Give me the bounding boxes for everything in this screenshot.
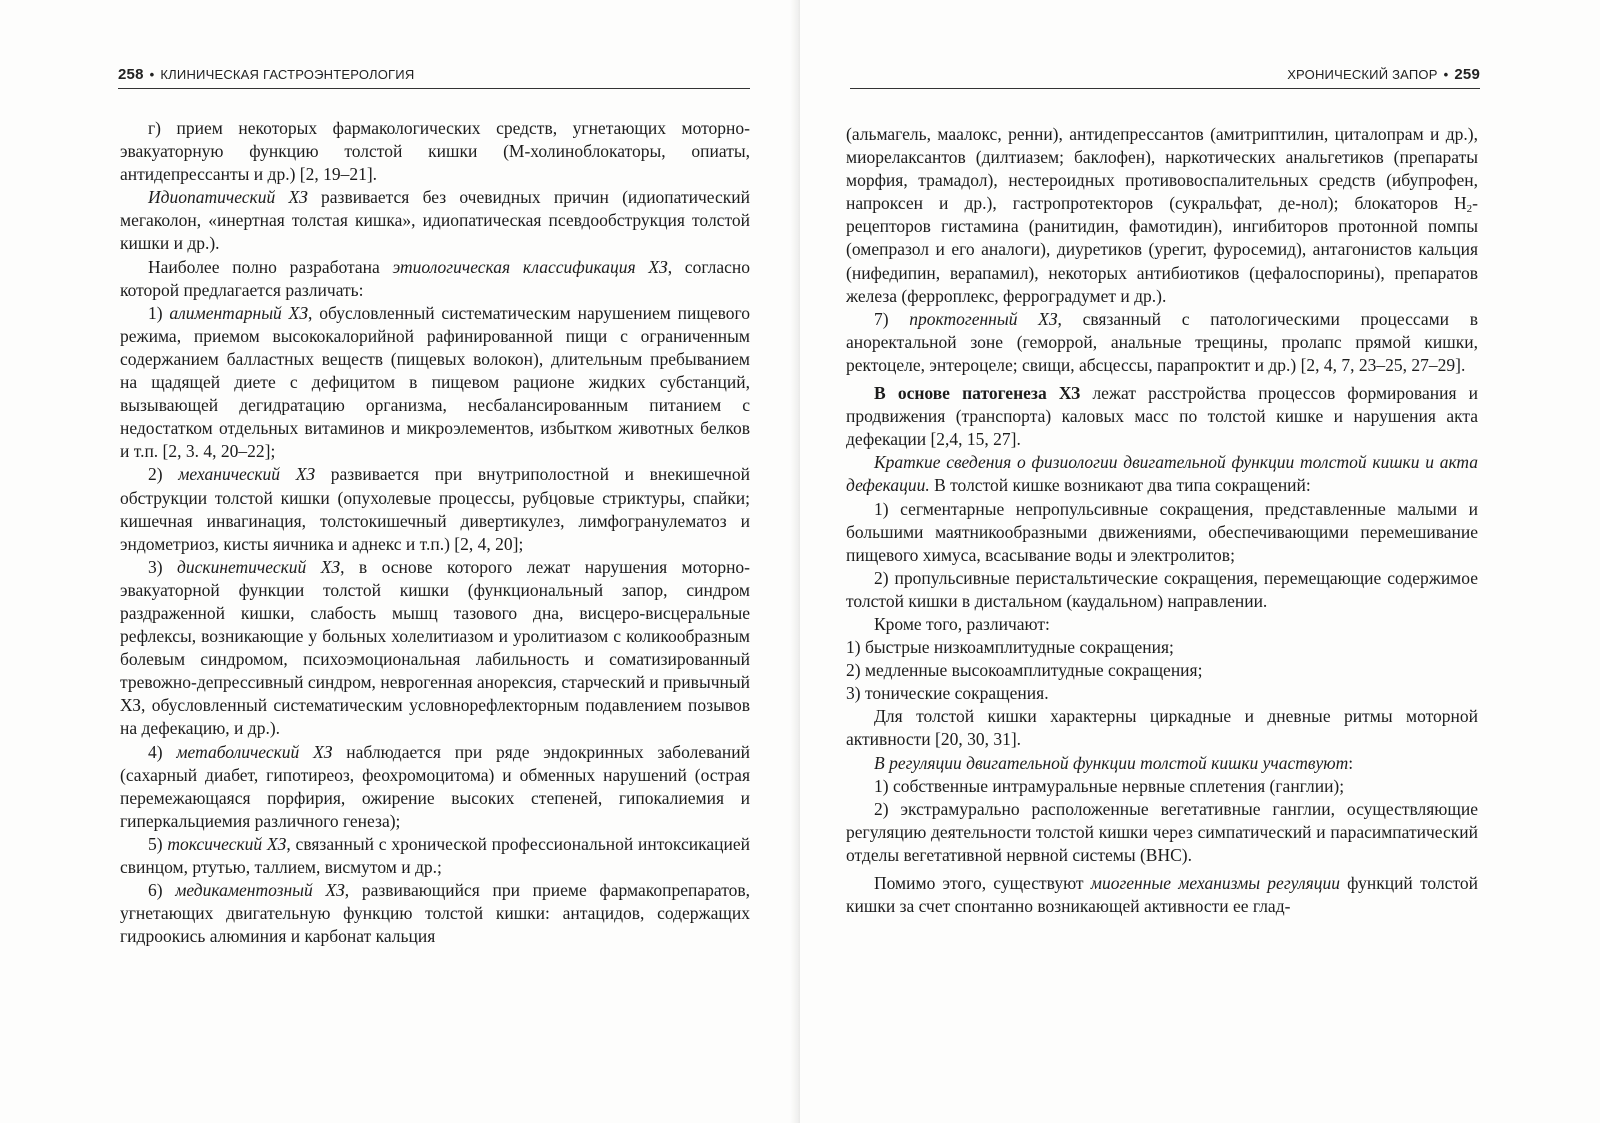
text: , связанный с хронической профессиональной интоксикацией свинцом, ртутью, таллием, висмутом и др.; bbox=[120, 833, 750, 877]
list-item bbox=[120, 463, 750, 555]
list-item bbox=[846, 775, 1478, 798]
page-number: 258 bbox=[118, 66, 144, 83]
paragraph bbox=[846, 872, 1478, 918]
text: Для толстой кишки характерны циркадные и дневные ритмы моторной активности [20, 30, 31]. bbox=[846, 706, 1478, 750]
term: этиологическая классификация ХЗ bbox=[392, 256, 668, 277]
item-number: 7) bbox=[874, 308, 910, 329]
term: токсический ХЗ bbox=[167, 833, 287, 854]
text: Помимо этого, существуют bbox=[874, 873, 1091, 893]
term: алиментарный ХЗ bbox=[169, 302, 308, 323]
list-item bbox=[846, 567, 1478, 613]
term: медикаментозный ХЗ bbox=[175, 880, 345, 901]
text: г) прием некоторых фармакологических средств, угнетающих моторно-эвакуаторную функцию толстой кишки (М-холиноблокаторы, опиаты, антидепрессанты и др.) [2, 19–21]. bbox=[120, 118, 750, 185]
list-item bbox=[120, 741, 750, 833]
text: Кроме того, различают: bbox=[874, 613, 1050, 634]
subscript: 2 bbox=[1466, 203, 1473, 216]
paragraph bbox=[846, 123, 1478, 308]
paragraph bbox=[120, 117, 750, 186]
text: 3) тонические сокращения. bbox=[846, 683, 1049, 704]
list-item bbox=[846, 308, 1478, 377]
header-rule bbox=[850, 88, 1480, 89]
text: , в основе которого лежат нарушения моторно-эвакуаторной функции толстой кишки (функциональный запор, синдром раздраженной кишки, слабость мышц тазового дна, висцеро-висцеральные рефлексы, возникающие у больных холелитиазом и уролитиазом с коликообразным болевым синдромом, психоэмоциональная лабильность и соматизированный тревожно-депрессивный синдром, неврогенная анорексия, старческий и привычный ХЗ, обусловленный систематическим условнорефлекторным подавлением позывов на дефекацию, и др.). bbox=[120, 556, 751, 739]
right-page bbox=[800, 0, 1600, 1123]
bold-term: В основе патогенеза ХЗ bbox=[874, 383, 1081, 404]
term: Идиопатический ХЗ bbox=[148, 187, 308, 208]
text: развивается при внутриполостной и внекишечной обструкции толстой кишки (опухолевые процессы, рубцовые стриктуры, спайки; кишечная инвагинация, толстокишечный дивертикулез, лимфогранулематоз и эндометриоз, кисты яичника и аднекс и т.п.) [2, 4, 20]; bbox=[120, 464, 750, 554]
paragraph bbox=[846, 382, 1478, 451]
running-title: КЛИНИЧЕСКАЯ ГАСТРОЭНТЕРОЛОГИЯ bbox=[160, 67, 415, 82]
paragraph bbox=[846, 705, 1478, 751]
list-item bbox=[120, 302, 750, 464]
term: метаболический ХЗ bbox=[176, 741, 333, 762]
paragraph bbox=[846, 451, 1478, 497]
text: , развивающийся при приеме фармакопрепаратов, угнетающих двигательную функцию толстой кишки: антацидов, содержащих гидроокись алюминия и карбонат кальция bbox=[120, 880, 750, 947]
list-item bbox=[846, 636, 1478, 659]
paragraph bbox=[846, 752, 1478, 775]
list-item bbox=[120, 879, 750, 948]
right-body-text bbox=[846, 123, 1478, 918]
term: дискинетический ХЗ bbox=[177, 556, 341, 577]
section-heading: Краткие сведения о физиологии двигательной функции толстой кишки и акта дефекации. bbox=[846, 452, 1478, 496]
list-item bbox=[846, 682, 1478, 705]
item-number: 1) bbox=[148, 302, 170, 323]
text: -рецепторов гистамина (ранитидин, фамотидин), ингибиторов протонной помпы (омепразол и его аналоги), диуретиков (урегит, фуросемид), антагонистов кальция (нифедипин, верапамил), некоторых антибиотиков (цефалоспорины), препаратов железа (ферроплекс, ферроградумет и др.). bbox=[846, 193, 1478, 306]
item-number: 2) bbox=[148, 464, 179, 485]
text: 2) медленные высокоамплитудные сокращения; bbox=[846, 660, 1203, 681]
item-number: 3) bbox=[148, 556, 178, 577]
text: развивается без очевидных причин (идиопатический мегаколон, «инертная толстая кишка», идиопатическая псевдообструкция толстой кишки и др.). bbox=[120, 187, 751, 254]
text: , обусловленный систематическим нарушением пищевого режима, приемом высококалорийной рафинированной пищи с ограниченным содержанием балластных веществ (пищевых волокон), длительным пребыванием на щадящей диете с дефицитом в пищевом рационе жидких субстанций, вызывающей дегидратацию организма, несбалансированным питанием с недостатком отдельных витаминов и микроэлементов, избытком животных белков и т.п. [2, 3. 4, 20–22]; bbox=[120, 302, 750, 462]
paragraph bbox=[120, 186, 750, 255]
separator-dot: • bbox=[1443, 67, 1449, 82]
running-title: ХРОНИЧЕСКИЙ ЗАПОР bbox=[1287, 67, 1438, 82]
section-heading: В регуляции двигательной функции толстой кишки участвуют bbox=[874, 752, 1349, 773]
list-item bbox=[120, 833, 750, 879]
text: Наиболее полно разработана bbox=[148, 256, 393, 277]
item-number: 6) bbox=[148, 880, 176, 901]
text: : bbox=[1348, 752, 1354, 773]
running-head-right bbox=[850, 66, 1480, 88]
list-item bbox=[846, 659, 1478, 682]
text: , связанный с патологическими процессами в аноректальной зоне (геморрой, анальные трещины, пролапс прямой кишки, ректоцеле, энтероцеле; свищи, абсцессы, парапроктит и др.) [2, 4, 7, 23–25, 27–29]. bbox=[846, 308, 1478, 375]
item-number: 4) bbox=[148, 741, 177, 762]
text: 2) пропульсивные перистальтические сокращения, перемещающие содержимое толстой кишки в дистальном (каудальном) направлении. bbox=[846, 567, 1478, 611]
text: 2) экстрамурально расположенные вегетативные ганглии, осуществляющие регуляцию деятельности толстой кишки через симпатический и парасимпатический отделы вегетативной нервной системы (ВНС). bbox=[846, 798, 1478, 865]
term: миогенные механизмы регуляции bbox=[1090, 873, 1340, 893]
left-body-text bbox=[120, 117, 750, 948]
text: , согласно которой предлагается различать: bbox=[120, 256, 750, 300]
list-item bbox=[846, 498, 1478, 567]
paragraph bbox=[120, 256, 750, 302]
running-head-left bbox=[118, 66, 750, 88]
list-item bbox=[120, 556, 750, 741]
term: механический ХЗ bbox=[178, 464, 316, 485]
text: (альмагель, маалокс, ренни), антидепрессантов (амитриптилин, циталопрам и др.), миорелаксантов (дилтиазем; баклофен), наркотических анальгетиков (препараты морфия, трамадол), нестероидных противовоспалительных средств (ибупрофен, напроксен и др.), гастропротекторов (сукральфат, де-нол); блокаторов Н bbox=[846, 124, 1478, 214]
text: 1) собственные интрамуральные нервные сплетения (ганглии); bbox=[874, 775, 1345, 796]
list-item bbox=[846, 798, 1478, 867]
text: лежат расстройства процессов формирования и продвижения (транспорта) каловых масс по толстой кишке и нарушения акта дефекации [2,4, 15, 27]. bbox=[846, 383, 1478, 450]
text: 1) быстрые низкоамплитудные сокращения; bbox=[846, 637, 1174, 658]
text: В толстой кишке возникают два типа сокращений: bbox=[929, 475, 1311, 496]
item-number: 5) bbox=[148, 833, 168, 854]
text: 1) сегментарные непропульсивные сокращения, представленные малыми и большими маятникообразными движениями, обеспечивающими перемешивание пищевого химуса, всасывание воды и электролитов; bbox=[846, 498, 1478, 565]
header-rule bbox=[118, 88, 750, 89]
text: наблюдается при ряде эндокринных заболеваний (сахарный диабет, гипотиреоз, феохромоцитома) и обменных нарушений (острая перемежающаяся порфирия, ожирение высоких степеней, гипокалиемия и гиперкальциемия различного генеза); bbox=[120, 741, 750, 831]
term: проктогенный ХЗ bbox=[909, 308, 1058, 329]
text: функций толстой кишки за счет спонтанно возникающей активности ее глад- bbox=[846, 873, 1478, 917]
separator-dot: • bbox=[149, 67, 155, 82]
page-number: 259 bbox=[1454, 66, 1480, 83]
paragraph bbox=[846, 613, 1478, 636]
